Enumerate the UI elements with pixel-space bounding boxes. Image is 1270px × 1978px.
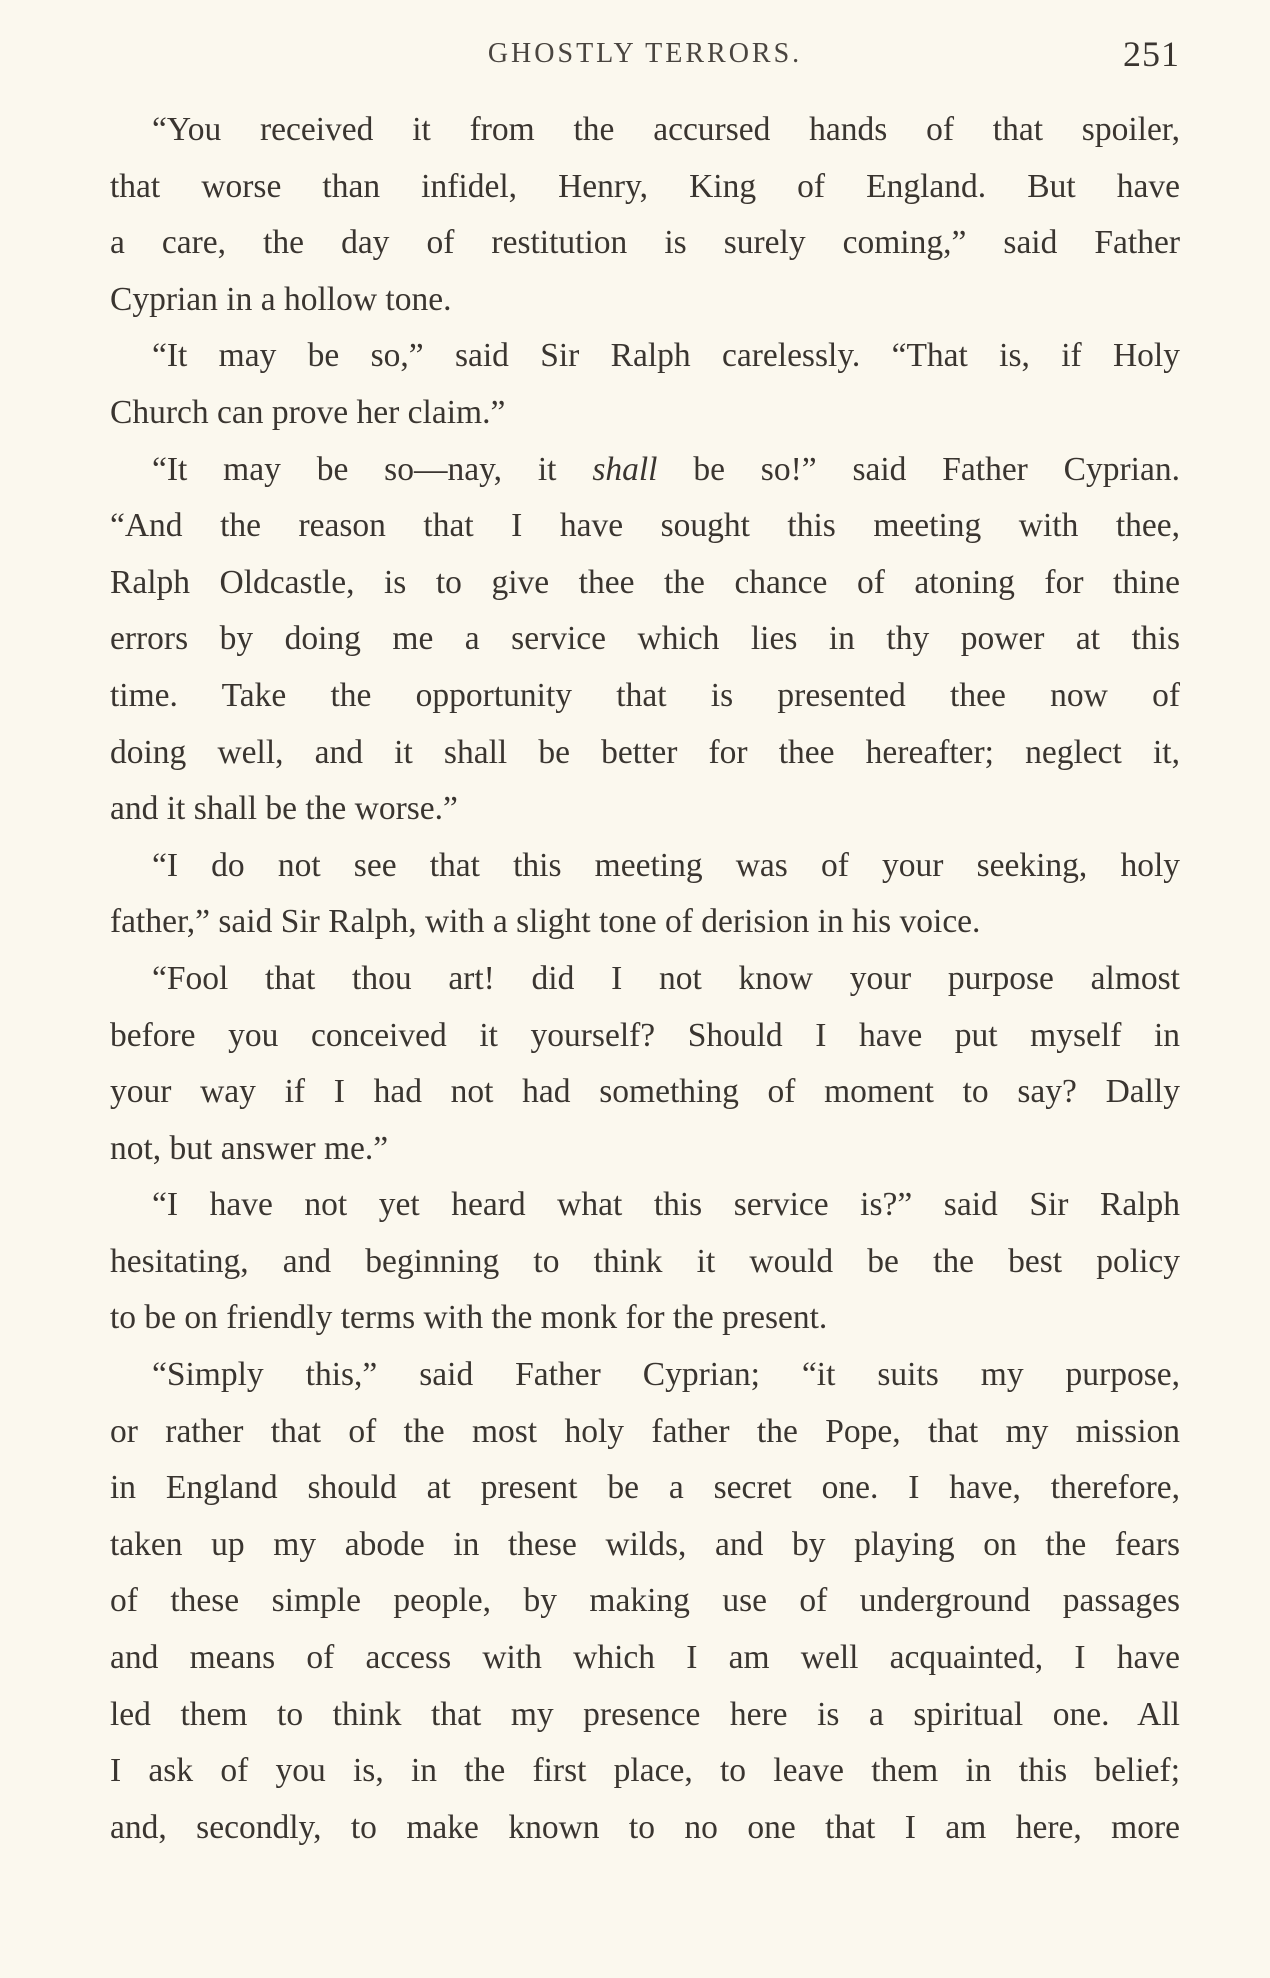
text-line: “You received it from the accursed hands of that spoiler,	[152, 111, 1180, 148]
text-line: led them to think that my presence here is a spiritual one. All	[110, 1695, 1180, 1733]
text-line: Ralph Oldcastle, is to give thee the chance of atoning for thine	[110, 563, 1180, 601]
body-text	[110, 102, 1180, 1856]
text-line: your way if I had not had something of moment to say? Dally	[110, 1073, 1180, 1111]
text-line: and, secondly, to make known to no one that I am here, more	[110, 1808, 1180, 1846]
text-line: Church can prove her claim.”	[110, 393, 506, 431]
running-title: GHOSTLY TERRORS.	[487, 38, 803, 69]
text-line: father,” said Sir Ralph, with a slight tone of derision in his voice.	[110, 903, 981, 941]
text-line: doing well, and it shall be better for thee hereafter; neglect it,	[110, 733, 1180, 771]
text-line: “Simply this,” said Father Cyprian; “it suits my purpose,	[152, 1356, 1180, 1394]
text-segment: “It may be so—nay, it	[152, 450, 593, 488]
text-line: I ask of you is, in the first place, to leave them in this belief;	[110, 1752, 1180, 1790]
text-line: “And the reason that I have sought this meeting with thee,	[110, 507, 1180, 545]
page-number: 251	[1123, 34, 1180, 74]
italic-text: shall	[592, 450, 658, 488]
text-line: of these simple people, by making use of underground passages	[110, 1582, 1180, 1620]
running-head	[110, 32, 1180, 76]
text-line: “It may be so,” said Sir Ralph carelessly. “That is, if Holy	[152, 337, 1180, 375]
text-line: “I do not see that this meeting was of your seeking, holy	[152, 846, 1180, 884]
text-line: before you conceived it yourself? Should I have put myself in	[110, 1016, 1180, 1054]
text-line: errors by doing me a service which lies in thy power at this	[110, 620, 1180, 658]
text-line: not, but answer me.”	[110, 1129, 389, 1167]
text-line: “Fool that thou art! did I not know your purpose almost	[152, 959, 1180, 997]
text-line: a care, the day of restitution is surely coming,” said Father	[110, 224, 1180, 262]
text-line: and it shall be the worse.”	[110, 790, 458, 828]
text-line: and means of access with which I am well acquainted, I have	[110, 1639, 1180, 1677]
text-line: in England should at present be a secret one. I have, therefore,	[110, 1469, 1180, 1507]
text-line: taken up my abode in these wilds, and by playing on the fears	[110, 1525, 1180, 1563]
text-line	[110, 442, 1180, 499]
text-segment: be so!” said Father Cyprian.	[657, 450, 1180, 488]
text-line: or rather that of the most holy father the Pope, that my mission	[110, 1412, 1180, 1450]
text-line: to be on friendly terms with the monk for the present.	[110, 1299, 828, 1337]
text-line: hesitating, and beginning to think it would be the best policy	[110, 1242, 1180, 1280]
text-line: Cyprian in a hollow tone.	[110, 280, 452, 318]
text-line: “I have not yet heard what this service is?” said Sir Ralph	[152, 1186, 1180, 1224]
text-line: that worse than infidel, Henry, King of England. But have	[110, 167, 1180, 205]
text-line: time. Take the opportunity that is presented thee now of	[110, 676, 1180, 714]
